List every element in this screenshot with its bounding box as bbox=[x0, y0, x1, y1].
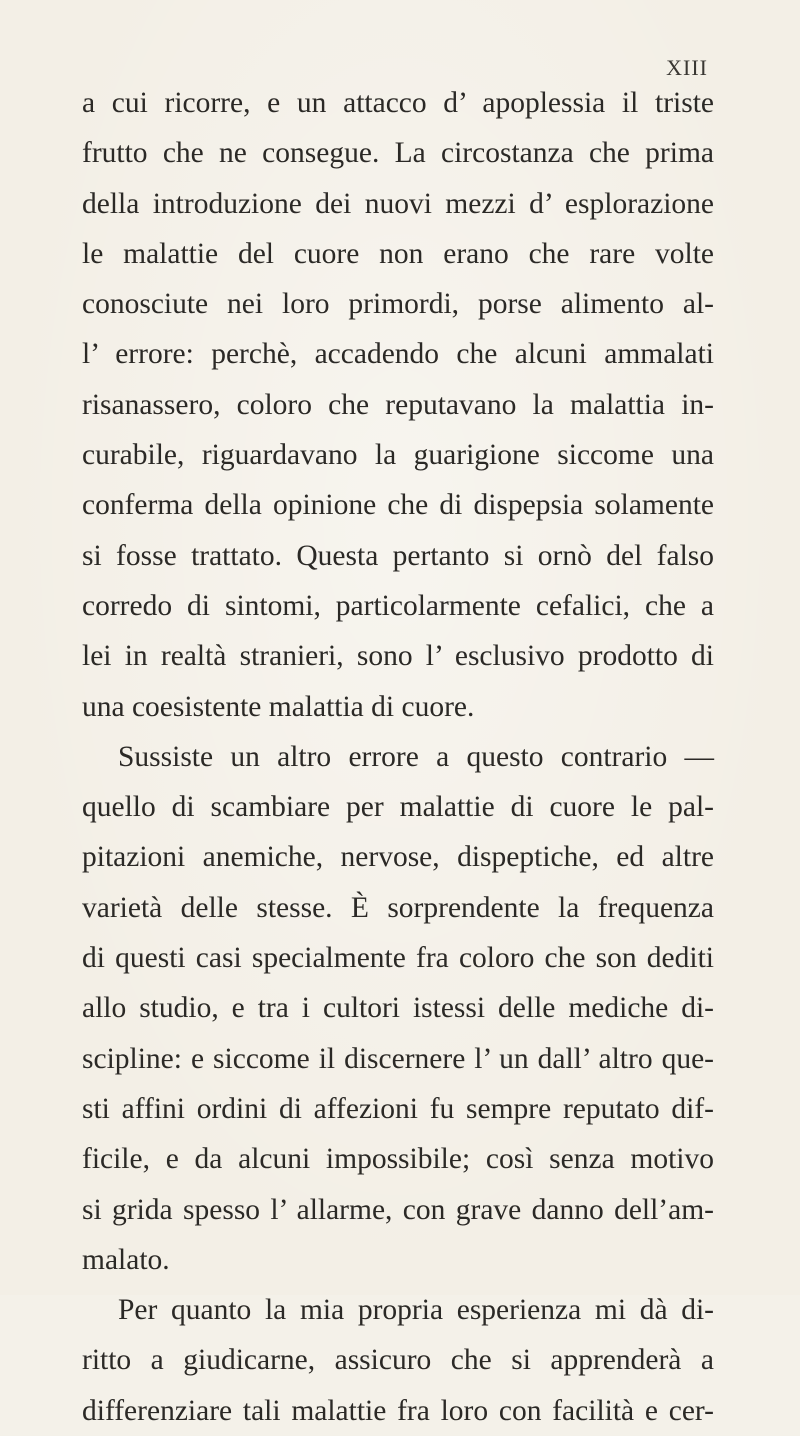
text-line: a cui ricorre, e un attacco d’ apoplessia il triste bbox=[82, 87, 714, 119]
text-line: pitazioni anemiche, nervose, dispeptiche, ed altre bbox=[82, 841, 714, 874]
text-line: di questi casi specialmente fra coloro che son dediti bbox=[82, 942, 714, 975]
text-line: conferma della opinione che di dispepsia solamente bbox=[82, 489, 714, 522]
text-line: corredo di sintomi, particolarmente cefalici, che a bbox=[82, 589, 714, 622]
text-line: della introduzione dei nuovi mezzi d’ esplorazione bbox=[82, 187, 714, 220]
paragraph-start-line: Sussiste un altro errore a questo contrario — bbox=[118, 740, 714, 773]
text-line: conosciute nei loro primordi, porse alimento al- bbox=[82, 288, 714, 321]
body-text bbox=[82, 78, 714, 1436]
text-line: sti affini ordini di affezioni fu sempre reputato dif- bbox=[82, 1092, 714, 1125]
text-line: quello di scambiare per malattie di cuore le pal- bbox=[82, 791, 714, 824]
text-line: si grida spesso l’ allarme, con grave danno dell’am- bbox=[82, 1193, 714, 1226]
page-number: XIII bbox=[666, 55, 708, 80]
text-line: le malattie del cuore non erano che rare volte bbox=[82, 237, 714, 270]
text-line: ficile, e da alcuni impossibile; così senza motivo bbox=[82, 1143, 714, 1176]
text-line: frutto che ne consegue. La circostanza che prima bbox=[82, 137, 714, 170]
text-line: differenziare tali malattie fra loro con facilità e cer- bbox=[82, 1394, 714, 1427]
paragraph-start-line: Per quanto la mia propria esperienza mi dà di- bbox=[118, 1294, 714, 1327]
text-line: allo studio, e tra i cultori istessi delle mediche di- bbox=[82, 992, 714, 1025]
paragraph-end-line: una coesistente malattia di cuore. bbox=[82, 690, 475, 723]
text-line: l’ errore: perchè, accadendo che alcuni ammalati bbox=[82, 338, 714, 371]
text-line: scipline: e siccome il discernere l’ un dall’ altro que- bbox=[82, 1042, 714, 1075]
text-line: si fosse trattato. Questa pertanto si ornò del falso bbox=[82, 539, 714, 572]
text-line: lei in realtà stranieri, sono l’ esclusivo prodotto di bbox=[82, 640, 714, 673]
text-line: varietà delle stesse. È sorprendente la frequenza bbox=[82, 891, 714, 924]
paragraph-end-line: malato. bbox=[82, 1243, 170, 1276]
text-line: ritto a giudicarne, assicuro che si apprenderà a bbox=[82, 1344, 714, 1377]
text-line: curabile, riguardavano la guarigione siccome una bbox=[82, 439, 714, 472]
text-line: risanassero, coloro che reputavano la malattia in- bbox=[82, 388, 714, 421]
